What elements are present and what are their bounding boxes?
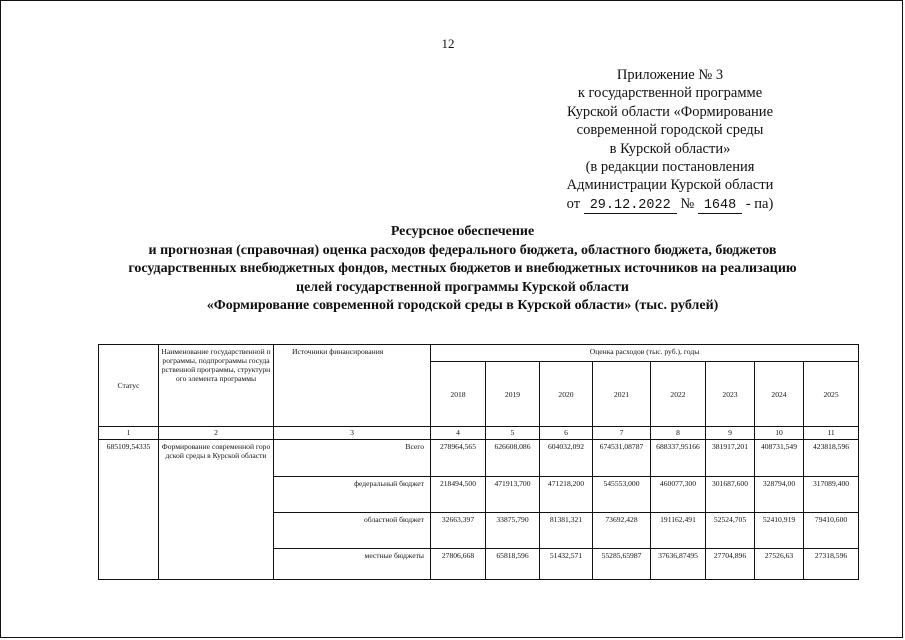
value-cell: 471218,200 xyxy=(540,477,593,513)
value-cell: 460077,300 xyxy=(651,477,706,513)
column-number: 7 xyxy=(593,427,651,440)
value-cell: 278964,565 xyxy=(431,440,486,477)
value-cell: 674531,08787 xyxy=(593,440,651,477)
resolution-date: 29.12.2022 xyxy=(584,199,677,214)
value-cell: 604032,092 xyxy=(540,440,593,477)
value-cell: 27704,896 xyxy=(706,549,755,580)
value-cell: 65818,596 xyxy=(486,549,540,580)
header-year: 2021 xyxy=(593,362,651,427)
header-year: 2023 xyxy=(706,362,755,427)
column-number: 11 xyxy=(804,427,859,440)
title-line: и прогнозная (справочная) оценка расходов федерального бюджета, областного бюджета, бюджетов xyxy=(148,242,777,258)
value-cell: 545553,000 xyxy=(593,477,651,513)
value-cell: 32663,397 xyxy=(431,513,486,549)
appendix-line: современной городской среды xyxy=(576,122,764,139)
resolution-number: 1648 xyxy=(698,199,742,214)
value-cell: 37636,87495 xyxy=(651,549,706,580)
value-cell: 423818,596 xyxy=(804,440,859,477)
value-cell: 626608,086 xyxy=(486,440,540,477)
value-cell: 27806,668 xyxy=(431,549,486,580)
column-number: 6 xyxy=(540,427,593,440)
funding-source: федеральный бюджет xyxy=(274,477,431,513)
header-year: 2018 xyxy=(431,362,486,427)
appendix-line: Администрации Курской области xyxy=(566,177,774,194)
value-cell: 51432,571 xyxy=(540,549,593,580)
appendix-line: Курской области «Формирование xyxy=(566,103,774,120)
column-number: 10 xyxy=(755,427,804,440)
number-prefix: № xyxy=(680,195,695,212)
value-cell: 191162,491 xyxy=(651,513,706,549)
header-year: 2022 xyxy=(651,362,706,427)
appendix-header xyxy=(520,66,820,214)
value-cell: 52524,705 xyxy=(706,513,755,549)
value-cell: 81381,321 xyxy=(540,513,593,549)
appendix-line: к государственной программе xyxy=(577,85,763,102)
value-cell: 688337,95166 xyxy=(651,440,706,477)
appendix-line: (в редакции постановления xyxy=(585,159,755,176)
value-cell: 408731,549 xyxy=(755,440,804,477)
header-year: 2019 xyxy=(486,362,540,427)
column-number: 1 xyxy=(99,427,159,440)
appendix-line: в Курской области» xyxy=(609,140,731,157)
column-number-row xyxy=(99,427,859,440)
column-number: 9 xyxy=(706,427,755,440)
funding-source: областной бюджет xyxy=(274,513,431,549)
resource-table xyxy=(98,344,859,580)
table-header-row xyxy=(99,345,859,362)
column-number: 8 xyxy=(651,427,706,440)
program-status: 685109,54335 xyxy=(99,440,159,580)
page-number: 12 xyxy=(441,36,455,51)
title-line: Ресурсное обеспечение xyxy=(390,224,535,239)
date-prefix: от xyxy=(566,195,581,212)
value-cell: 27526,63 xyxy=(755,549,804,580)
header-estimate: Оценка расходов (тыс. руб.), годы xyxy=(431,345,859,362)
document-title xyxy=(60,223,865,316)
table-row xyxy=(99,440,859,477)
funding-source: Всего xyxy=(274,440,431,477)
program-name: Формирование современной городской среды в Курской области xyxy=(159,440,274,580)
number-suffix: - па) xyxy=(745,195,774,212)
value-cell: 381917,201 xyxy=(706,440,755,477)
resolution-reference xyxy=(520,195,820,214)
header-sources: Источники финансирования xyxy=(274,345,431,427)
header-name: Наименование государственной программы, подпрограммы государственной программы, структурного элемента программы xyxy=(159,345,274,427)
value-cell: 73692,428 xyxy=(593,513,651,549)
value-cell: 218494,500 xyxy=(431,477,486,513)
header-year: 2024 xyxy=(755,362,804,427)
value-cell: 52410,919 xyxy=(755,513,804,549)
value-cell: 27318,596 xyxy=(804,549,859,580)
value-cell: 55285,65987 xyxy=(593,549,651,580)
funding-source: местные бюджеты xyxy=(274,549,431,580)
value-cell: 301687,600 xyxy=(706,477,755,513)
header-status: Статус xyxy=(99,345,159,427)
column-number: 2 xyxy=(159,427,274,440)
value-cell: 317089,400 xyxy=(804,477,859,513)
value-cell: 471913,700 xyxy=(486,477,540,513)
value-cell: 328794,00 xyxy=(755,477,804,513)
appendix-line: Приложение № 3 xyxy=(616,67,724,83)
value-cell: 33875,790 xyxy=(486,513,540,549)
column-number: 3 xyxy=(274,427,431,440)
title-line: «Формирование современной городской среды в Курской области» (тыс. рублей) xyxy=(206,298,719,313)
column-number: 4 xyxy=(431,427,486,440)
title-line: государственных внебюджетных фондов, местных бюджетов и внебюджетных источников на реализацию xyxy=(128,261,797,276)
header-year: 2020 xyxy=(540,362,593,427)
title-line: целей государственной программы Курской области xyxy=(296,279,629,295)
column-number: 5 xyxy=(486,427,540,440)
value-cell: 79410,600 xyxy=(804,513,859,549)
header-year: 2025 xyxy=(804,362,859,427)
